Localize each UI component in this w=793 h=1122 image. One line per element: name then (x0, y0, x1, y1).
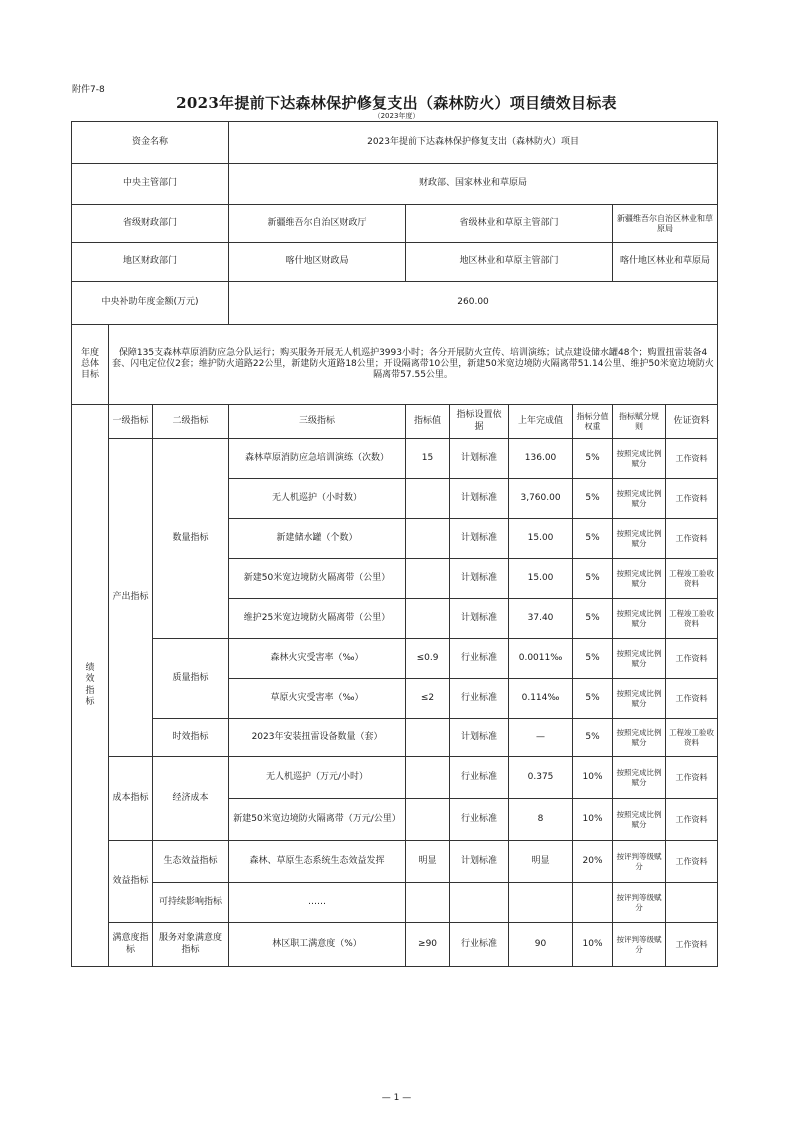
indicator-evidence: 工作资料 (666, 841, 718, 883)
indicator-last-year: 3,760.00 (509, 479, 573, 519)
indicator-basis: 行业标准 (450, 757, 509, 799)
indicator-method: 按照完成比例赋分 (613, 799, 666, 841)
indicator-basis: 计划标准 (450, 479, 509, 519)
indicator-weight: 5% (573, 679, 613, 719)
category-quality: 质量指标 (153, 639, 229, 719)
annex-label: 附件7-8 (72, 85, 105, 95)
indicator-last-year (509, 883, 573, 923)
region-dept-value: 喀什地区林业和草原局 (613, 243, 718, 282)
indicator-basis: 计划标准 (450, 719, 509, 757)
indicator-weight: 10% (573, 757, 613, 799)
indicator-weight: 5% (573, 519, 613, 559)
amount-label: 中央补助年度金额(万元) (72, 282, 229, 325)
indicator-weight: 5% (573, 599, 613, 639)
indicator-method: 按照完成比例赋分 (613, 599, 666, 639)
indicator-basis: 计划标准 (450, 519, 509, 559)
indicator-name: 无人机巡护（万元/小时） (229, 757, 406, 799)
indicator-basis (450, 883, 509, 923)
header-basis: 指标设置依据 (450, 405, 509, 439)
indicator-value (406, 559, 450, 599)
indicator-method: 按评判等级赋分 (613, 883, 666, 923)
indicator-basis: 行业标准 (450, 923, 509, 967)
indicator-evidence: 工作资料 (666, 799, 718, 841)
indicator-last-year: 0.375 (509, 757, 573, 799)
province-dept-value: 新疆维吾尔自治区林业和草原局 (613, 205, 718, 243)
indicator-last-year: 15.00 (509, 559, 573, 599)
indicator-weight: 5% (573, 719, 613, 757)
year-subtitle: （2023年度） (373, 112, 420, 120)
amount-value: 260.00 (229, 282, 718, 325)
category-benefit: 效益指标 (109, 841, 153, 923)
header-weight: 指标分值权重 (573, 405, 613, 439)
fund-name-value: 2023年提前下达森林保护修复支出（森林防火）项目 (229, 122, 718, 164)
indicator-last-year: 8 (509, 799, 573, 841)
indicator-name: 新建储水罐（个数） (229, 519, 406, 559)
indicator-evidence: 工作资料 (666, 923, 718, 967)
indicator-weight: 5% (573, 479, 613, 519)
annual-goal-text: 保障135支森林草原消防应急分队运行；购买服务开展无人机巡护3993小时；各分开展防火宣传、培训演练；试点建设储水罐48个；购置扭雷装备4套、闪电定位仪2套；维护防火道路22公里，新建防火道路18公里；开设隔离带10公里，新建50米宽边境防火隔离带51.14公里、维护50米宽边境防火隔离带57.55公里。 (109, 325, 718, 405)
indicator-basis: 行业标准 (450, 679, 509, 719)
indicator-evidence: 工作资料 (666, 757, 718, 799)
indicator-value (406, 479, 450, 519)
indicator-basis: 行业标准 (450, 799, 509, 841)
indicator-basis: 计划标准 (450, 599, 509, 639)
indicator-value (406, 883, 450, 923)
indicator-evidence (666, 883, 718, 923)
indicator-evidence: 工作资料 (666, 439, 718, 479)
region-finance-value: 喀什地区财政局 (229, 243, 406, 282)
indicator-evidence: 工作资料 (666, 479, 718, 519)
central-dept-value: 财政部、国家林业和草原局 (229, 164, 718, 205)
indicator-evidence: 工程竣工验收资料 (666, 719, 718, 757)
indicator-evidence: 工程竣工验收资料 (666, 559, 718, 599)
category-quantity: 数量指标 (153, 439, 229, 639)
central-dept-label: 中央主管部门 (72, 164, 229, 205)
indicator-value: 15 (406, 439, 450, 479)
indicator-last-year: 37.40 (509, 599, 573, 639)
indicator-name: 新建50米宽边境防火隔离带（万元/公里） (229, 799, 406, 841)
indicator-name: 维护25米宽边境防火隔离带（公里） (229, 599, 406, 639)
indicator-value (406, 599, 450, 639)
indicator-value: ≥90 (406, 923, 450, 967)
indicator-method: 按照完成比例赋分 (613, 719, 666, 757)
indicator-basis: 计划标准 (450, 559, 509, 599)
province-finance-value: 新疆维吾尔自治区财政厅 (229, 205, 406, 243)
indicator-method: 按评判等级赋分 (613, 841, 666, 883)
indicator-value: 明显 (406, 841, 450, 883)
indicator-name: 森林草原消防应急培训演练（次数） (229, 439, 406, 479)
indicator-evidence: 工程竣工验收资料 (666, 599, 718, 639)
indicator-value (406, 799, 450, 841)
category-service-satisfaction: 服务对象满意度指标 (153, 923, 229, 967)
province-finance-label: 省级财政部门 (72, 205, 229, 243)
indicator-name: 新建50米宽边境防火隔离带（公里） (229, 559, 406, 599)
indicator-evidence: 工作资料 (666, 519, 718, 559)
category-satisfaction: 满意度指标 (109, 923, 153, 967)
indicator-basis: 行业标准 (450, 639, 509, 679)
annual-goal-label: 年度总体目标 (72, 325, 109, 405)
indicator-last-year: 明显 (509, 841, 573, 883)
indicator-value (406, 757, 450, 799)
indicator-name: 林区职工满意度（%） (229, 923, 406, 967)
indicator-last-year: 90 (509, 923, 573, 967)
indicator-evidence: 工作资料 (666, 639, 718, 679)
indicator-last-year: 0.0011‰ (509, 639, 573, 679)
indicator-name: 2023年安装扭雷设备数量（套） (229, 719, 406, 757)
indicator-method: 按照完成比例赋分 (613, 519, 666, 559)
province-dept-label: 省级林业和草原主管部门 (406, 205, 613, 243)
indicator-last-year: 15.00 (509, 519, 573, 559)
indicator-last-year: 0.114‰ (509, 679, 573, 719)
category-sustainability: 可持续影响指标 (153, 883, 229, 923)
indicator-method: 按照完成比例赋分 (613, 559, 666, 599)
indicator-weight: 5% (573, 559, 613, 599)
indicator-method: 按照完成比例赋分 (613, 757, 666, 799)
indicator-method: 按照完成比例赋分 (613, 679, 666, 719)
indicator-value (406, 519, 450, 559)
page-number: — 1 — (381, 1093, 412, 1103)
indicator-name: 森林、草原生态系统生态效益发挥 (229, 841, 406, 883)
indicator-basis: 计划标准 (450, 841, 509, 883)
indicator-method: 按照完成比例赋分 (613, 479, 666, 519)
indicator-name: 草原火灾受害率（‰） (229, 679, 406, 719)
category-economic-cost: 经济成本 (153, 757, 229, 841)
fund-name-label: 资金名称 (72, 122, 229, 164)
region-dept-label: 地区林业和草原主管部门 (406, 243, 613, 282)
category-timeliness: 时效指标 (153, 719, 229, 757)
category-output: 产出指标 (109, 439, 153, 757)
header-level2: 二级指标 (153, 405, 229, 439)
indicator-weight: 10% (573, 799, 613, 841)
indicator-value (406, 719, 450, 757)
indicator-last-year: — (509, 719, 573, 757)
indicator-name: 无人机巡护（小时数） (229, 479, 406, 519)
indicator-basis: 计划标准 (450, 439, 509, 479)
indicator-last-year: 136.00 (509, 439, 573, 479)
indicator-name: …… (229, 883, 406, 923)
indicator-method: 按评判等级赋分 (613, 923, 666, 967)
category-ecological-benefit: 生态效益指标 (153, 841, 229, 883)
performance-indicator-label: 绩效指标 (72, 405, 109, 967)
header-method: 指标赋分规则 (613, 405, 666, 439)
indicator-value: ≤2 (406, 679, 450, 719)
header-last-year: 上年完成值 (509, 405, 573, 439)
region-finance-label: 地区财政部门 (72, 243, 229, 282)
page-title: 2023年提前下达森林保护修复支出（森林防火）项目绩效目标表 (176, 94, 617, 112)
header-level1: 一级指标 (109, 405, 153, 439)
indicator-method: 按照完成比例赋分 (613, 639, 666, 679)
indicator-name: 森林火灾受害率（‰） (229, 639, 406, 679)
header-evidence: 佐证资料 (666, 405, 718, 439)
header-value: 指标值 (406, 405, 450, 439)
indicator-weight: 10% (573, 923, 613, 967)
indicator-weight: 5% (573, 439, 613, 479)
indicator-method: 按照完成比例赋分 (613, 439, 666, 479)
header-level3: 三级指标 (229, 405, 406, 439)
performance-table (71, 121, 718, 967)
indicator-weight (573, 883, 613, 923)
indicator-weight: 20% (573, 841, 613, 883)
indicator-evidence: 工作资料 (666, 679, 718, 719)
indicator-weight: 5% (573, 639, 613, 679)
category-cost: 成本指标 (109, 757, 153, 841)
indicator-value: ≤0.9 (406, 639, 450, 679)
